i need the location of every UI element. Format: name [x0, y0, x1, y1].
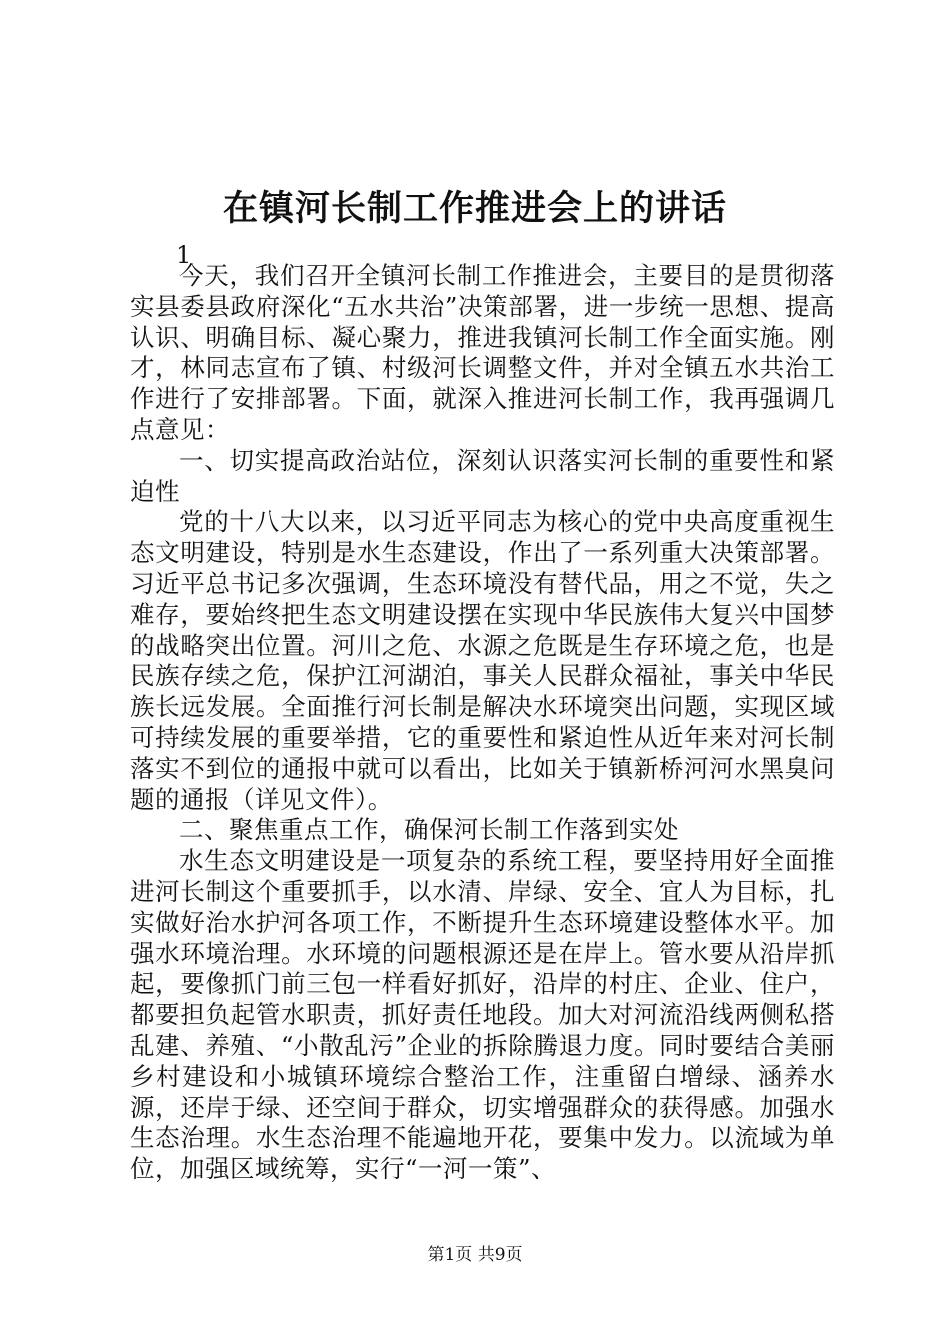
- document-title: 在镇河长制工作推进会上的讲话: [222, 188, 727, 229]
- heading-section-2: 二、聚焦重点工作，确保河长制工作落到实处: [179, 815, 679, 845]
- paragraph-intro: 今天，我们召开全镇河长制工作推进会，主要目的是贯彻落实县委县政府深化“五水共治”决策部署，进一步统一思想、提高认识、明确目标、凝心聚力，推进我镇河长制工作全面实施。刚才，林同志宣布了镇、村级河长调整文件，并对全镇五水共治工作进行了安排部署。下面，就深入推进河长制工作，我再强调几点意见：: [130, 261, 835, 444]
- heading-section-1: 一、切实提高政治站位，深刻认识落实河长制的重要性和紧迫性: [130, 445, 835, 506]
- paragraph-section-2: 水生态文明建设是一项复杂的系统工程，要坚持用好全面推进河长制这个重要抓手，以水清、岸绿、安全、宜人为目标，扎实做好治水护河各项工作，不断提升生态环境建设整体水平。加强水环境治理。水环境的问题根源还是在岸上。管水要从沿岸抓起，要像抓门前三包一样看好抓好，沿岸的村庄、企业、住户，都要担负起管水职责，抓好责任地段。加大对河流沿线两侧私搭乱建、养殖、“小散乱污”企业的拆除腾退力度。同时要结合美丽乡村建设和小城镇环境综合整治工作，注重留白增绿、涵养水源，还岸于绿、还空间于群众，切实增强群众的获得感。加强水生态治理。水生态治理不能遍地开花，要集中发力。以流域为单位，加强区域统筹，实行“一河一策”、: [130, 846, 835, 1184]
- document-body: [130, 261, 835, 1185]
- paragraph-section-1: 党的十八大以来，以习近平同志为核心的党中央高度重视生态文明建设，特别是水生态建设，作出了一系列重大决策部署。习近平总书记多次强调，生态环境没有替代品，用之不觉，失之难存，要始终把生态文明建设摆在实现中华民族伟大复兴中国梦的战略突出位置。河川之危、水源之危既是生存环境之危，也是民族存续之危，保护江河湖泊，事关人民群众福祉，事关中华民族长远发展。全面推行河长制是解决水环境突出问题，实现区域可持续发展的重要举措，它的重要性和紧迫性从近年来对河长制落实不到位的通报中就可以看出，比如关于镇新桥河河水黑臭问题的通报（详见文件）。: [130, 507, 835, 814]
- page-footer: 第1页 共9页: [427, 1245, 523, 1265]
- page-marker: 1: [176, 241, 192, 269]
